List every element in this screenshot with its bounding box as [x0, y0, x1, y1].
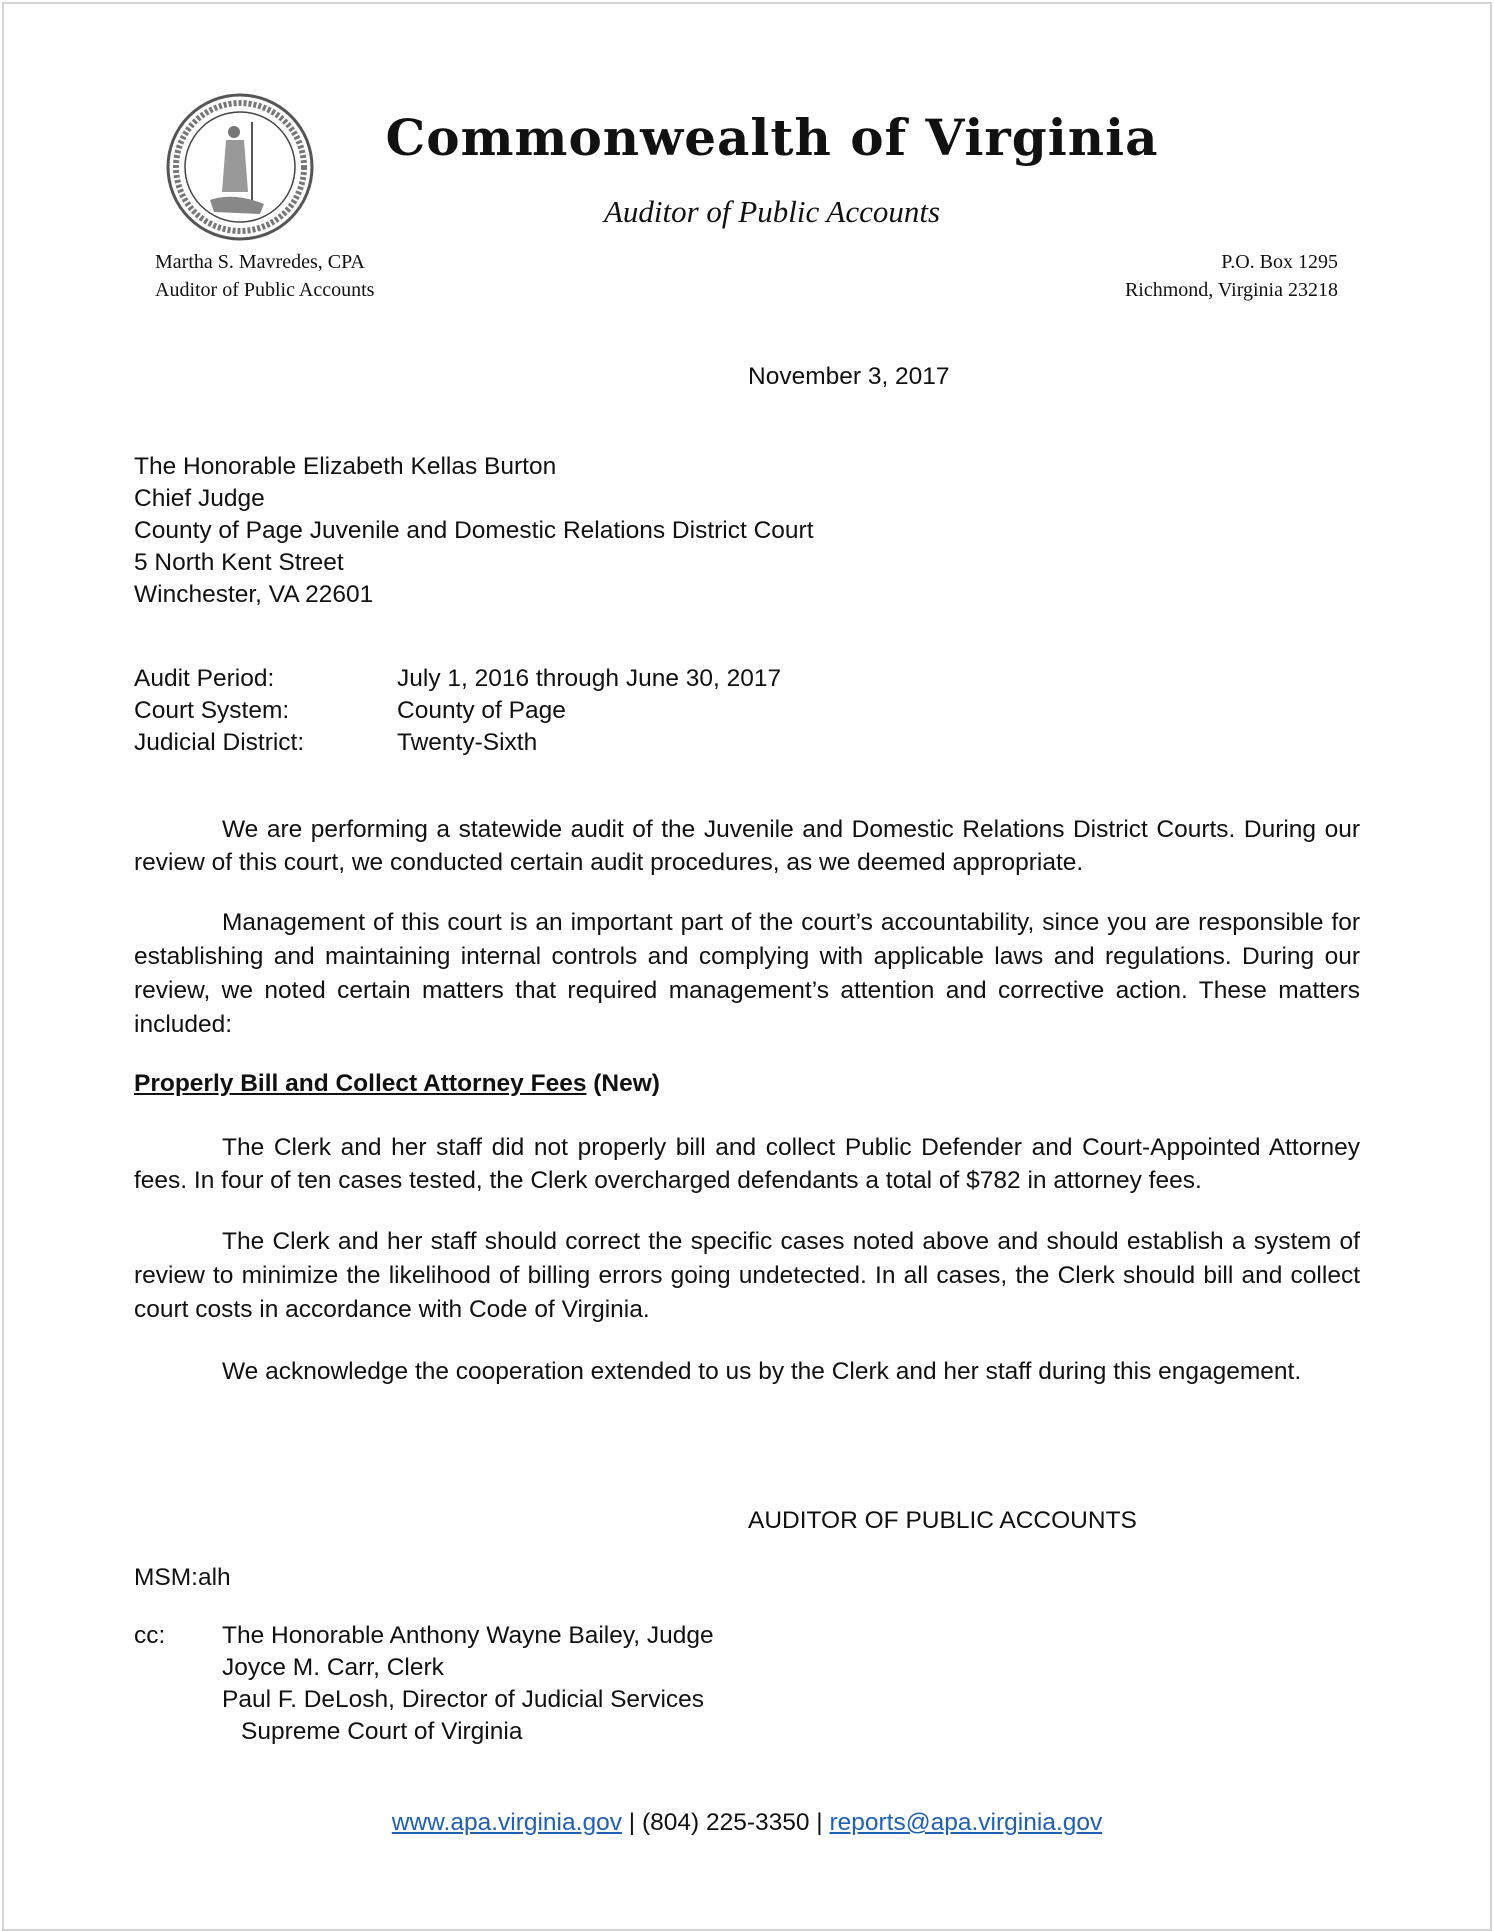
po-box: P.O. Box 1295 — [1221, 251, 1338, 273]
addressee-line: Chief Judge — [134, 485, 265, 512]
detail-label: Audit Period: — [134, 665, 275, 692]
addressee-line: County of Page Juvenile and Domestic Relations District Court — [134, 517, 814, 544]
auditor-name-block — [155, 248, 374, 304]
detail-label: Judicial District: — [134, 729, 305, 756]
cc-recipient: The Honorable Anthony Wayne Bailey, Judge — [222, 1622, 714, 1649]
phone-number: (804) 225-3350 — [641, 1809, 810, 1836]
cc-recipient: Paul F. DeLosh, Director of Judicial Services — [222, 1686, 705, 1713]
auditor-title: Auditor of Public Accounts — [155, 279, 375, 301]
addressee-line: Winchester, VA 22601 — [134, 581, 374, 608]
separator: | — [621, 1809, 642, 1836]
finding-title: Properly Bill and Collect Attorney Fees — [134, 1070, 587, 1097]
addressee-line: 5 North Kent Street — [134, 549, 344, 576]
finding-tag: (New) — [586, 1070, 660, 1097]
addressee-block — [134, 451, 1360, 611]
finding-paragraph: The Clerk and her staff did not properly bill and collect Public Defender and Court-Appointed Attorney fees. In four of ten cases tested, the Clerk overcharged defendants a total of $782 in attorney fees. — [134, 1134, 1360, 1194]
mailing-address — [1125, 248, 1338, 304]
finding-heading — [134, 1068, 1360, 1100]
cc-label: cc: — [134, 1622, 166, 1649]
signature: AUDITOR OF PUBLIC ACCOUNTS — [748, 1507, 1137, 1534]
website-link[interactable]: www.apa.virginia.gov — [391, 1809, 622, 1836]
paragraph-intro: We are performing a statewide audit of the Juvenile and Domestic Relations District Courts. During our review of this court, we conducted certain audit procedures, as we deemed appropriate. — [134, 816, 1360, 876]
letterhead-title: Commonwealth of Virginia — [385, 108, 1159, 167]
detail-value: July 1, 2016 through June 30, 2017 — [397, 665, 782, 692]
initials: MSM:alh — [134, 1564, 231, 1591]
separator: | — [809, 1809, 830, 1836]
email-link[interactable]: reports@apa.virginia.gov — [829, 1809, 1103, 1836]
cc-recipient: Joyce M. Carr, Clerk — [222, 1654, 444, 1681]
recommendation-paragraph: The Clerk and her staff should correct the specific cases noted above and should establish a system of review to minimize the likelihood of billing errors going undetected. In all cases, the Clerk should bill and collect court costs in accordance with Code of Virginia. — [134, 1228, 1360, 1323]
auditor-name: Martha S. Mavredes, CPA — [155, 251, 365, 273]
cc-list — [222, 1620, 714, 1748]
detail-label: Court System: — [134, 697, 290, 724]
addressee-line: The Honorable Elizabeth Kellas Burton — [134, 453, 557, 480]
cc-recipient: Supreme Court of Virginia — [241, 1718, 523, 1745]
letterhead-subtitle: Auditor of Public Accounts — [603, 194, 941, 229]
detail-value: County of Page — [397, 697, 566, 724]
footer — [0, 1807, 1494, 1839]
city-state-zip: Richmond, Virginia 23218 — [1124, 279, 1338, 301]
acknowledgement-paragraph: We acknowledge the cooperation extended to us by the Clerk and her staff during this engagement. — [222, 1358, 1302, 1385]
letter-date: November 3, 2017 — [748, 363, 950, 390]
detail-value: Twenty-Sixth — [397, 729, 538, 756]
paragraph-management: Management of this court is an important part of the court’s accountability, since you are responsible for establishing and maintaining internal controls and complying with applicable laws and regulations. During our review, we noted certain matters that required management’s attention and corrective action. These matters included: — [134, 909, 1360, 1038]
audit-details — [134, 663, 1360, 759]
